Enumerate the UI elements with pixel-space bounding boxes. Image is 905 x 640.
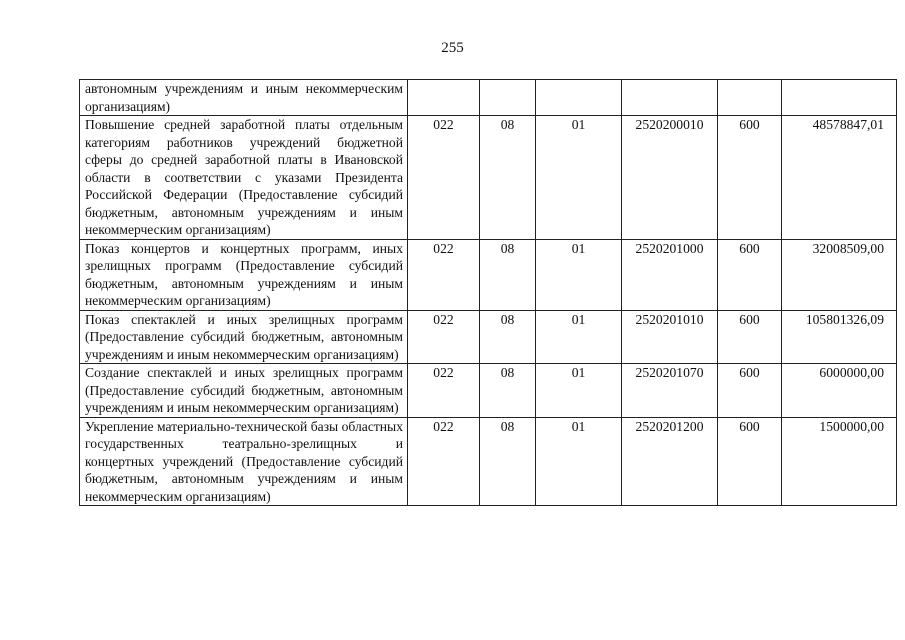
amount-cell: 32008509,00 — [782, 239, 897, 310]
expense-type-cell: 600 — [718, 364, 782, 418]
item-name-cell: Показ концертов и концертных программ, иных зрелищных программ (Предоставление субсидий бюджетным, автономным учреждениям и иным некоммерческим организациям) — [80, 239, 408, 310]
admin-code-cell: 022 — [408, 417, 480, 506]
table-body — [80, 80, 897, 506]
table-row — [80, 310, 897, 364]
section-cell — [480, 80, 536, 116]
amount-cell: 105801326,09 — [782, 310, 897, 364]
subsection-cell: 01 — [536, 116, 622, 240]
subsection-cell — [536, 80, 622, 116]
subsection-cell: 01 — [536, 310, 622, 364]
item-name-cell: Укрепление материально-технической базы областных государственных театрально-зрелищных и концертных учреждений (Предоставление субсидий бюджетным, автономным учреждениям и иным некоммерческим организациям) — [80, 417, 408, 506]
table-row — [80, 116, 897, 240]
admin-code-cell: 022 — [408, 239, 480, 310]
section-cell: 08 — [480, 116, 536, 240]
section-cell: 08 — [480, 239, 536, 310]
admin-code-cell: 022 — [408, 364, 480, 418]
target-article-cell: 2520201010 — [622, 310, 718, 364]
amount-cell: 1500000,00 — [782, 417, 897, 506]
item-name-cell: автономным учреждениям и иным некоммерческим организациям) — [80, 80, 408, 116]
table-row — [80, 364, 897, 418]
amount-cell: 48578847,01 — [782, 116, 897, 240]
expense-type-cell: 600 — [718, 310, 782, 364]
expense-type-cell: 600 — [718, 417, 782, 506]
expense-type-cell: 600 — [718, 116, 782, 240]
admin-code-cell: 022 — [408, 310, 480, 364]
expense-type-cell: 600 — [718, 239, 782, 310]
amount-cell — [782, 80, 897, 116]
admin-code-cell: 022 — [408, 116, 480, 240]
table-row — [80, 417, 897, 506]
page-number: 255 — [441, 40, 464, 56]
section-cell: 08 — [480, 310, 536, 364]
item-name-cell: Повышение средней заработной платы отдельным категориям работников учреждений бюджетной сферы до средней заработной платы в Ивановской области в соответствии с указами Президента Российской Федерации (Предоставление субсидий бюджетным, автономным учреждениям и иным некоммерческим организациям) — [80, 116, 408, 240]
subsection-cell: 01 — [536, 417, 622, 506]
table-row — [80, 80, 897, 116]
subsection-cell: 01 — [536, 364, 622, 418]
target-article-cell: 2520201070 — [622, 364, 718, 418]
target-article-cell — [622, 80, 718, 116]
item-name-cell: Показ спектаклей и иных зрелищных программ (Предоставление субсидий бюджетным, автономным учреждениям и иным некоммерческим организациям) — [80, 310, 408, 364]
target-article-cell: 2520201000 — [622, 239, 718, 310]
item-name-cell: Создание спектаклей и иных зрелищных программ (Предоставление субсидий бюджетным, автономным учреждениям и иным некоммерческим организациям) — [80, 364, 408, 418]
table-row — [80, 239, 897, 310]
amount-cell: 6000000,00 — [782, 364, 897, 418]
admin-code-cell — [408, 80, 480, 116]
budget-table — [79, 79, 897, 506]
section-cell: 08 — [480, 417, 536, 506]
subsection-cell: 01 — [536, 239, 622, 310]
expense-type-cell — [718, 80, 782, 116]
target-article-cell: 2520201200 — [622, 417, 718, 506]
target-article-cell: 2520200010 — [622, 116, 718, 240]
section-cell: 08 — [480, 364, 536, 418]
